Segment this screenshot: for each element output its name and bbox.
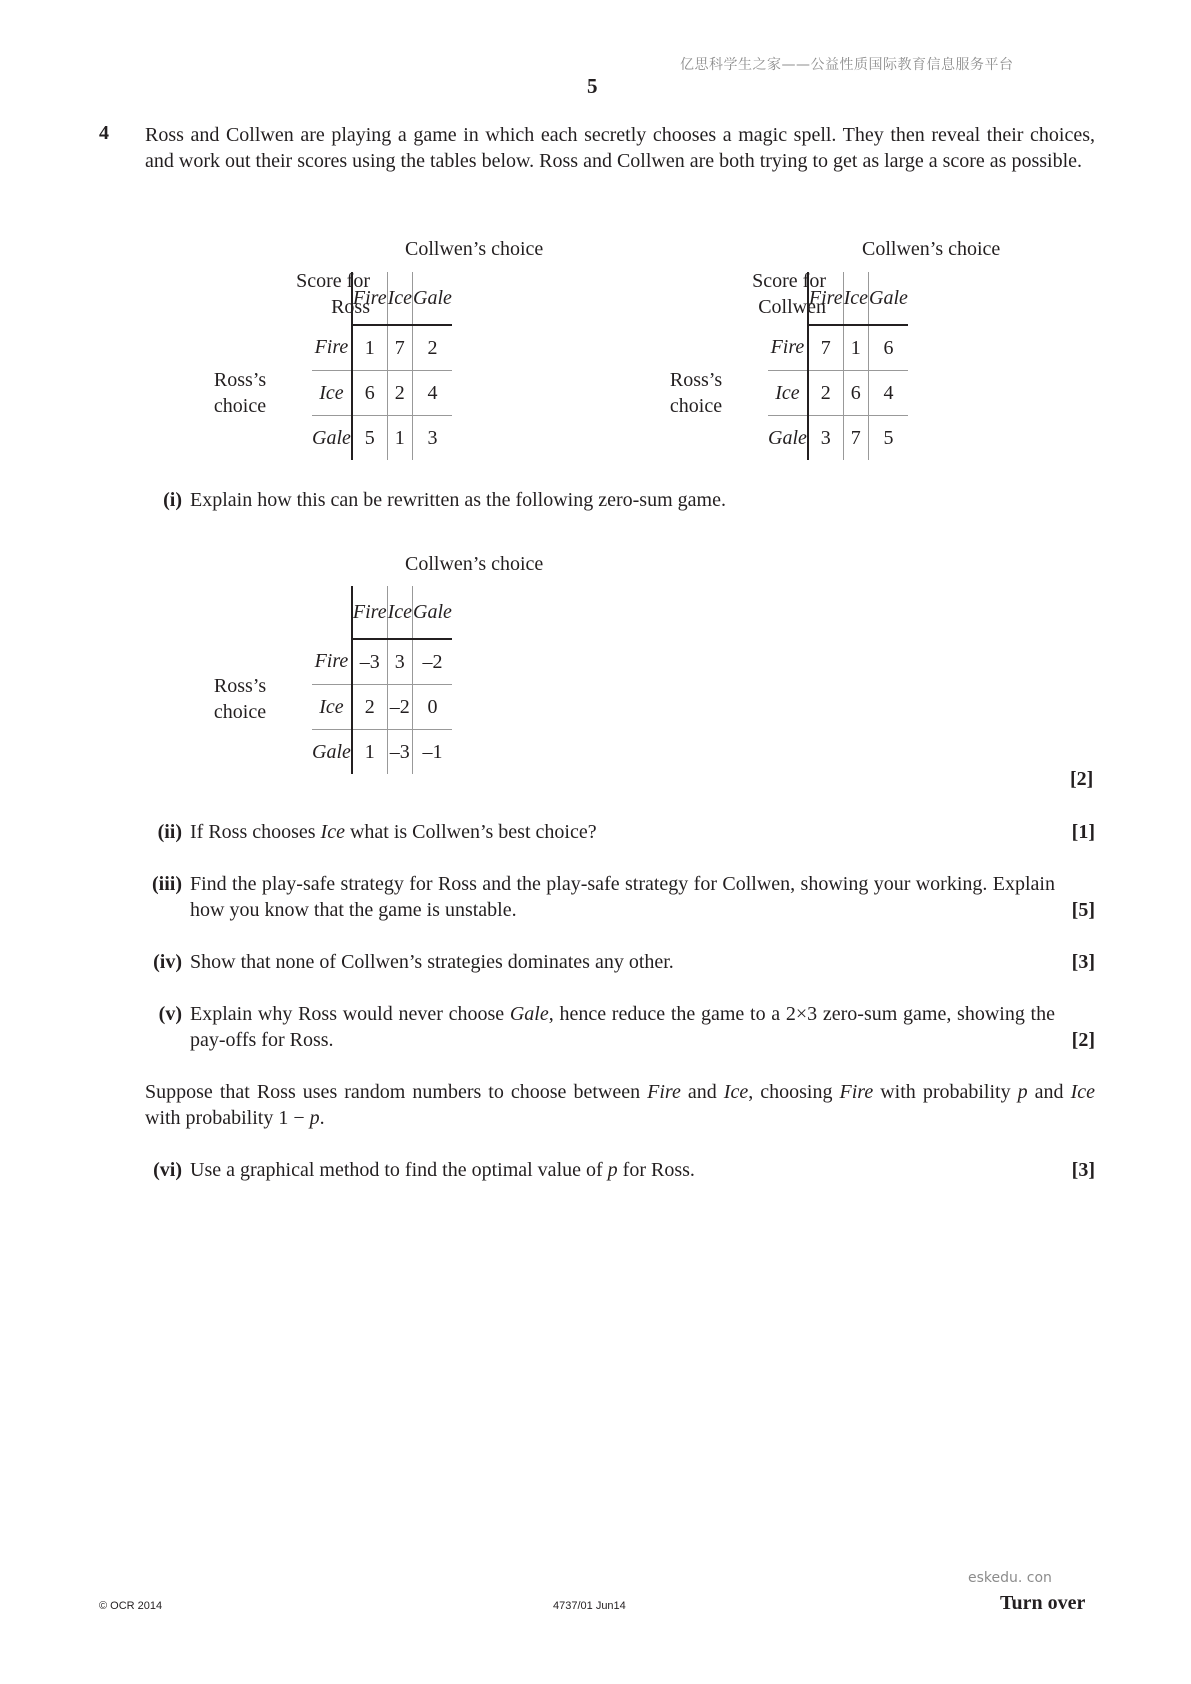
table-cell: 2 [352,685,387,730]
row-header: Ice [312,685,352,730]
row-header: Ice [312,371,352,416]
col-header: Gale [413,272,452,325]
row-title-line-2: choice [669,395,723,417]
table-cell: 2 [413,325,452,371]
corner-line-1: Score for [296,270,370,292]
row-header: Fire [312,325,352,371]
part-vi [140,1157,1095,1183]
row-title-line-1: Ross’s [213,369,267,391]
text-italic: Ice [723,1081,749,1103]
col-header: Fire [808,272,843,325]
part-text: Show that none of Collwen’s strategies dominates any other. [190,951,674,973]
table-cell: –2 [387,685,412,730]
col-header: Ice [387,586,412,639]
table-cell: 1 [352,325,387,371]
row-title-line-1: Ross’s [669,369,723,391]
part-mark: [5] [1071,899,1095,921]
col-header: Gale [413,586,452,639]
corner-line-2: Ross [331,296,370,318]
text-italic: Ice [1070,1081,1095,1103]
table-cell: 2 [387,371,412,416]
question-intro: Ross and Collwen are playing a game in which each secretly chooses a magic spell. They then reveal their choices, and work out their scores using the tables below. Ross and Collwen are both trying to get as large a score as possible. [145,124,1095,172]
text-italic: Fire [647,1081,681,1103]
row-header: Fire [768,325,808,371]
text-run: with probability [873,1081,1018,1103]
text-italic: p [309,1107,320,1129]
question-number: 4 [99,122,109,144]
part-v [140,1001,1095,1053]
table-cell: 5 [869,416,908,461]
text-italic: p [1017,1081,1028,1103]
text-run: Use a graphical method to find the optimal value of [190,1159,608,1181]
row-header: Gale [768,426,807,449]
table-cell: 3 [387,639,412,685]
col-title: Collwen’s choice [405,238,544,260]
text-run: Suppose that Ross uses random numbers to choose between [145,1081,648,1103]
part-label: (iv) [153,951,182,973]
row-title-line-2: choice [213,701,267,723]
text-run: with probability 1 − [145,1107,310,1129]
row-header: Gale [312,740,351,763]
text-run: what is Collwen’s best choice? [344,821,597,843]
row-title-line-1: Ross’s [213,675,267,697]
footer-watermark: eskedu. con [968,1570,1052,1586]
table-cell: 2 [808,371,843,416]
table-cell: 6 [843,371,868,416]
table-cell: 3 [413,416,452,461]
row-title [200,367,280,419]
col-header: Fire [352,272,387,325]
part-mark: [2] [1071,1029,1095,1051]
table-cell: 6 [352,371,387,416]
table-cell: 7 [808,325,843,371]
table-cell: 7 [843,416,868,461]
table-cell: 4 [413,371,452,416]
table-cell: 1 [843,325,868,371]
turn-over-label: Turn over [1000,1592,1086,1614]
ross-payoff-grid [312,272,452,460]
text-run: Explain why Ross would never choose [190,1003,510,1025]
text-run: . [319,1107,325,1129]
part-mark: [3] [1071,951,1095,973]
part-iii [140,871,1095,923]
part-text [190,1001,1095,1053]
table-cell: –1 [413,730,452,775]
table-cell: 3 [808,416,843,461]
text-italic: Ice [320,821,345,843]
row-header: Fire [312,639,352,685]
text-run: for Ross. [617,1159,695,1181]
col-title: Collwen’s choice [405,553,544,575]
text-run: , hence reduce the game to a 2×3 zero-sum game, showing the pay-offs for Ross. [190,1003,1055,1051]
zero-sum-payoff-grid [312,586,452,774]
row-title [656,367,736,419]
text-run: If Ross chooses [190,821,321,843]
table-cell: –2 [413,639,452,685]
part-i [140,487,1095,513]
table-cell: 1 [352,730,387,775]
col-header: Fire [352,586,387,639]
part-ii [140,819,1095,845]
col-header: Ice [843,272,868,325]
part-mark: [3] [1071,1159,1095,1181]
col-title: Collwen’s choice [862,238,1001,260]
suppose-paragraph [145,1079,1095,1131]
part-label: (vi) [153,1159,182,1181]
part-iv [140,949,1095,975]
part-label: (iii) [152,873,182,895]
text-run: and [1027,1081,1071,1103]
row-title-line-2: choice [213,395,267,417]
part-text: Find the play-safe strategy for Ross and the play-safe strategy for Collwen, showing your working. Explain how you know that the game is unstable. [190,873,1055,921]
col-header: Ice [387,272,412,325]
row-title [200,673,280,725]
corner-line-1: Score for [752,270,826,292]
table-cell: 4 [869,371,908,416]
collwen-payoff-grid [768,272,908,460]
part-text [190,1157,1095,1183]
table-cell: –3 [387,730,412,775]
text-italic: p [607,1159,618,1181]
part-label: (i) [163,489,182,511]
table-cell: 1 [387,416,412,461]
table-cell: 6 [869,325,908,371]
row-header: Ice [768,371,808,416]
watermark-header: 亿思科学生之家——公益性质国际教育信息服务平台 [680,57,1014,73]
part-mark: [1] [1071,821,1095,843]
part-i-mark: [2] [1070,768,1094,790]
table-cell: 7 [387,325,412,371]
part-label: (ii) [157,821,182,843]
table-cell: 5 [352,416,387,461]
page-number: 5 [587,74,598,98]
footer-code: 4737/01 Jun14 [553,1600,626,1612]
footer-copyright: © OCR 2014 [99,1600,163,1612]
table-cell: 0 [413,685,452,730]
part-text: Explain how this can be rewritten as the following zero-sum game. [190,489,726,511]
part-text [190,819,1095,845]
table-cell: –3 [352,639,387,685]
text-italic: Gale [509,1003,549,1025]
text-run: , choosing [748,1081,840,1103]
col-header: Gale [869,272,908,325]
row-header: Gale [312,426,351,449]
text-run: and [680,1081,724,1103]
text-italic: Fire [839,1081,874,1103]
corner-line-2: Collwen [758,296,826,318]
part-label: (v) [158,1003,182,1025]
